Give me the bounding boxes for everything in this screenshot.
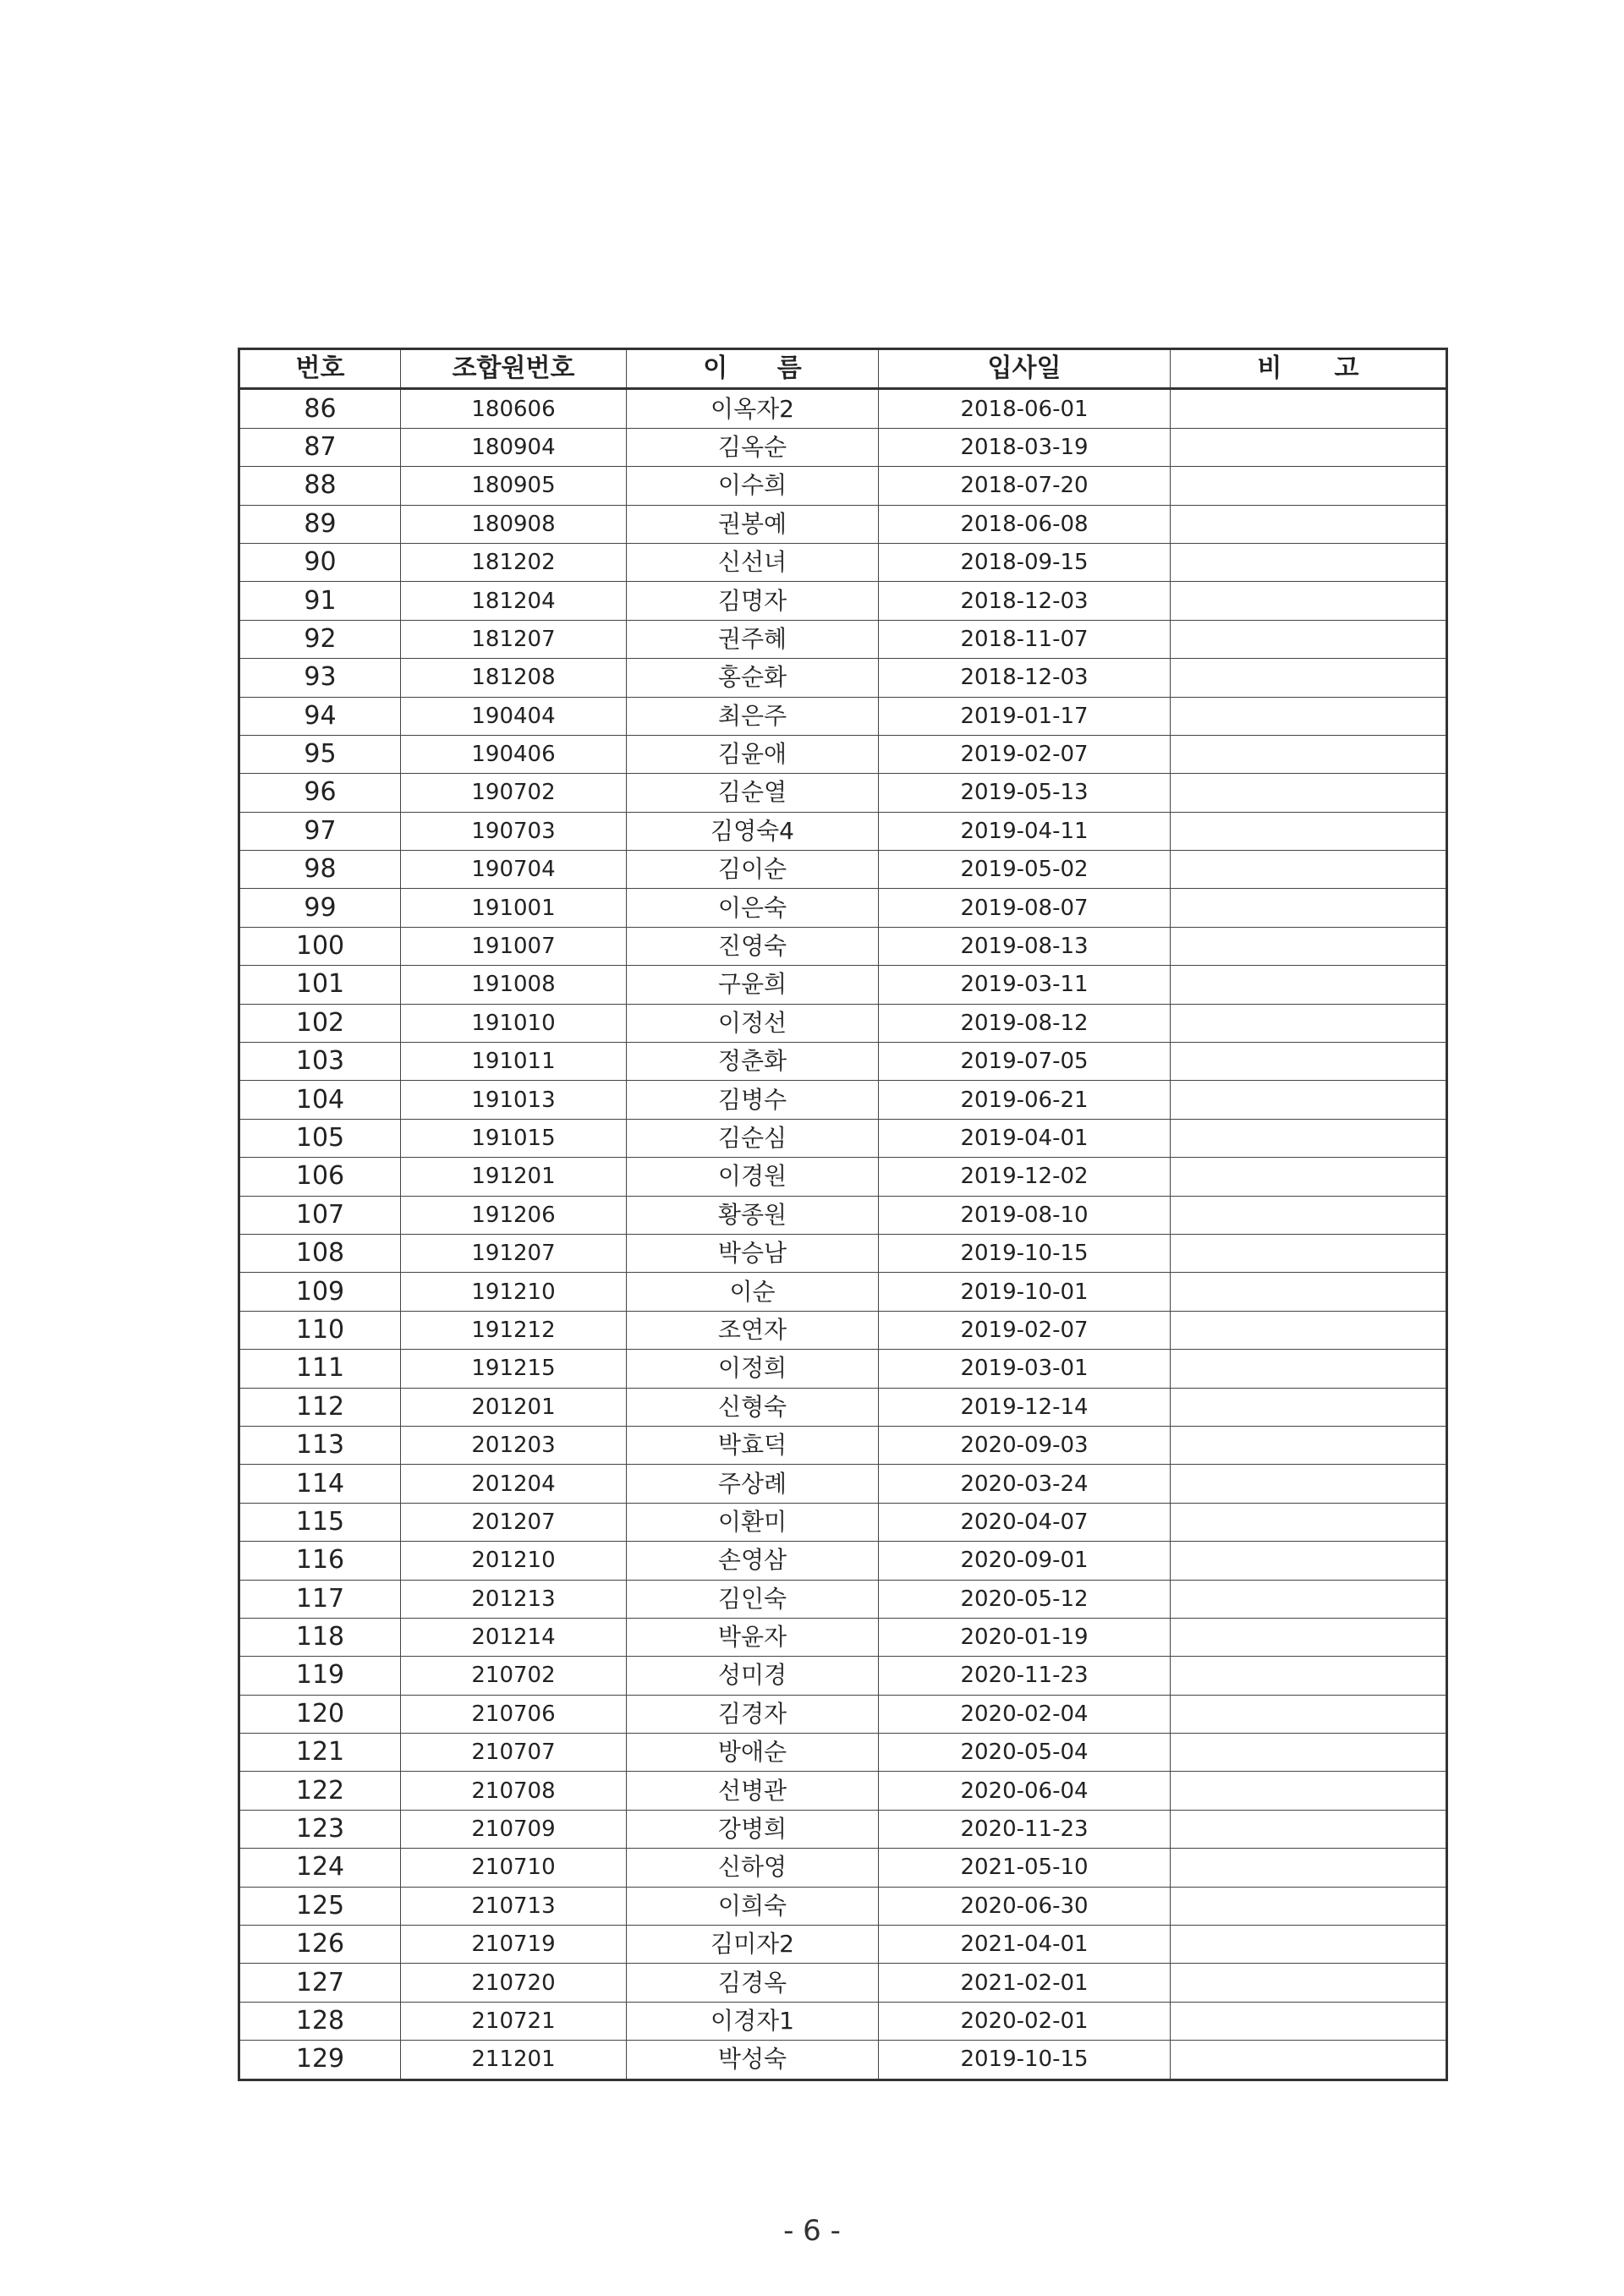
cell-member-id: 180905: [401, 467, 627, 505]
cell-remark: [1171, 2041, 1447, 2080]
cell-member-id: 210709: [401, 1810, 627, 1848]
cell-member-id: 190404: [401, 697, 627, 735]
cell-member-id: 191212: [401, 1311, 627, 1349]
table-row: [239, 2002, 1447, 2040]
cell-name: 권주혜: [627, 620, 879, 658]
cell-member-id: 210710: [401, 1849, 627, 1887]
cell-name: 김순열: [627, 774, 879, 812]
table-row: [239, 1465, 1447, 1503]
cell-name: 김영숙4: [627, 812, 879, 850]
cell-no: 95: [239, 735, 401, 773]
cell-member-id: 181204: [401, 582, 627, 620]
table-row: [239, 1964, 1447, 2002]
cell-no: 112: [239, 1388, 401, 1426]
table-row: [239, 1887, 1447, 1925]
cell-member-id: 190702: [401, 774, 627, 812]
cell-remark: [1171, 467, 1447, 505]
cell-no: 121: [239, 1734, 401, 1772]
cell-name: 김인숙: [627, 1580, 879, 1618]
cell-name: 김병수: [627, 1081, 879, 1119]
cell-remark: [1171, 1580, 1447, 1618]
cell-remark: [1171, 1388, 1447, 1426]
cell-name: 이경원: [627, 1158, 879, 1196]
cell-member-id: 210713: [401, 1887, 627, 1925]
cell-name: 조연자: [627, 1311, 879, 1349]
cell-no: 124: [239, 1849, 401, 1887]
table-row: [239, 1273, 1447, 1311]
cell-hire-date: 2019-03-01: [879, 1350, 1171, 1388]
table-header-row: [239, 349, 1447, 389]
cell-no: 111: [239, 1350, 401, 1388]
table-row: [239, 735, 1447, 773]
header-hire-date: 입사일: [879, 349, 1171, 389]
cell-remark: [1171, 697, 1447, 735]
header-remark-part-2: 고: [1334, 353, 1359, 384]
cell-name: 이환미: [627, 1503, 879, 1541]
cell-member-id: 191206: [401, 1196, 627, 1234]
cell-no: 114: [239, 1465, 401, 1503]
cell-remark: [1171, 1657, 1447, 1695]
cell-name: 최은주: [627, 697, 879, 735]
cell-hire-date: 2020-11-23: [879, 1810, 1171, 1848]
cell-no: 109: [239, 1273, 401, 1311]
cell-no: 99: [239, 889, 401, 927]
cell-hire-date: 2019-10-15: [879, 1234, 1171, 1272]
cell-member-id: 201213: [401, 1580, 627, 1618]
cell-hire-date: 2019-08-10: [879, 1196, 1171, 1234]
cell-name: 주상례: [627, 1465, 879, 1503]
cell-remark: [1171, 620, 1447, 658]
cell-hire-date: 2018-03-19: [879, 428, 1171, 466]
cell-member-id: 181202: [401, 543, 627, 581]
cell-no: 89: [239, 505, 401, 543]
table-row: [239, 1657, 1447, 1695]
cell-no: 90: [239, 543, 401, 581]
cell-remark: [1171, 812, 1447, 850]
cell-name: 박성숙: [627, 2041, 879, 2080]
member-table: [238, 348, 1448, 2081]
cell-hire-date: 2019-04-11: [879, 812, 1171, 850]
table-row: [239, 966, 1447, 1004]
table-row: [239, 467, 1447, 505]
cell-name: 김옥순: [627, 428, 879, 466]
cell-no: 126: [239, 1926, 401, 1964]
cell-member-id: 191207: [401, 1234, 627, 1272]
cell-name: 박윤자: [627, 1618, 879, 1656]
table-row: [239, 620, 1447, 658]
table-row: [239, 1004, 1447, 1042]
cell-remark: [1171, 1542, 1447, 1580]
header-member-id: 조합원번호: [401, 349, 627, 389]
cell-member-id: 191015: [401, 1119, 627, 1157]
cell-member-id: 210707: [401, 1734, 627, 1772]
cell-hire-date: 2019-12-02: [879, 1158, 1171, 1196]
table-row: [239, 2041, 1447, 2080]
cell-remark: [1171, 1234, 1447, 1272]
cell-name: 구윤희: [627, 966, 879, 1004]
cell-remark: [1171, 1004, 1447, 1042]
cell-no: 107: [239, 1196, 401, 1234]
cell-no: 104: [239, 1081, 401, 1119]
cell-member-id: 191008: [401, 966, 627, 1004]
table-row: [239, 582, 1447, 620]
cell-member-id: 201204: [401, 1465, 627, 1503]
cell-hire-date: 2020-06-04: [879, 1772, 1171, 1810]
table-row: [239, 1196, 1447, 1234]
cell-no: 105: [239, 1119, 401, 1157]
cell-hire-date: 2019-08-07: [879, 889, 1171, 927]
cell-member-id: 210706: [401, 1695, 627, 1733]
cell-member-id: 191007: [401, 927, 627, 965]
cell-name: 김순심: [627, 1119, 879, 1157]
cell-remark: [1171, 1810, 1447, 1848]
cell-no: 116: [239, 1542, 401, 1580]
table-row: [239, 1772, 1447, 1810]
cell-hire-date: 2019-07-05: [879, 1043, 1171, 1081]
cell-name: 이경자1: [627, 2002, 879, 2040]
table-row: [239, 812, 1447, 850]
cell-remark: [1171, 1350, 1447, 1388]
cell-remark: [1171, 505, 1447, 543]
cell-member-id: 191010: [401, 1004, 627, 1042]
cell-remark: [1171, 389, 1447, 428]
cell-no: 94: [239, 697, 401, 735]
table-row: [239, 543, 1447, 581]
cell-hire-date: 2020-05-04: [879, 1734, 1171, 1772]
cell-remark: [1171, 1926, 1447, 1964]
cell-hire-date: 2019-12-14: [879, 1388, 1171, 1426]
cell-remark: [1171, 1734, 1447, 1772]
cell-name: 박효덕: [627, 1426, 879, 1464]
cell-member-id: 191011: [401, 1043, 627, 1081]
cell-remark: [1171, 851, 1447, 889]
cell-remark: [1171, 582, 1447, 620]
cell-no: 125: [239, 1887, 401, 1925]
cell-remark: [1171, 1695, 1447, 1733]
cell-remark: [1171, 1081, 1447, 1119]
cell-hire-date: 2019-02-07: [879, 1311, 1171, 1349]
cell-hire-date: 2019-01-17: [879, 697, 1171, 735]
cell-no: 123: [239, 1810, 401, 1848]
table-row: [239, 659, 1447, 697]
cell-name: 신선녀: [627, 543, 879, 581]
cell-name: 김이순: [627, 851, 879, 889]
header-remark: [1171, 349, 1447, 389]
cell-remark: [1171, 1158, 1447, 1196]
cell-remark: [1171, 659, 1447, 697]
cell-hire-date: 2018-11-07: [879, 620, 1171, 658]
table-row: [239, 428, 1447, 466]
cell-remark: [1171, 1772, 1447, 1810]
cell-no: 92: [239, 620, 401, 658]
table-row: [239, 1810, 1447, 1848]
header-name: 이 름: [627, 349, 879, 389]
cell-member-id: 201207: [401, 1503, 627, 1541]
cell-member-id: 181208: [401, 659, 627, 697]
cell-member-id: 210708: [401, 1772, 627, 1810]
cell-name: 김명자: [627, 582, 879, 620]
cell-hire-date: 2018-07-20: [879, 467, 1171, 505]
cell-hire-date: 2020-06-30: [879, 1887, 1171, 1925]
cell-no: 88: [239, 467, 401, 505]
cell-remark: [1171, 1849, 1447, 1887]
cell-remark: [1171, 927, 1447, 965]
cell-hire-date: 2019-05-02: [879, 851, 1171, 889]
table-row: [239, 774, 1447, 812]
table-row: [239, 1158, 1447, 1196]
cell-name: 진영숙: [627, 927, 879, 965]
cell-remark: [1171, 543, 1447, 581]
table-row: [239, 1695, 1447, 1733]
cell-name: 정춘화: [627, 1043, 879, 1081]
cell-member-id: 190704: [401, 851, 627, 889]
table-row: [239, 505, 1447, 543]
table-row: [239, 1311, 1447, 1349]
cell-no: 119: [239, 1657, 401, 1695]
cell-hire-date: 2021-04-01: [879, 1926, 1171, 1964]
cell-hire-date: 2019-10-01: [879, 1273, 1171, 1311]
table-row: [239, 1350, 1447, 1388]
cell-name: 이정희: [627, 1350, 879, 1388]
cell-hire-date: 2019-08-12: [879, 1004, 1171, 1042]
cell-remark: [1171, 2002, 1447, 2040]
cell-no: 128: [239, 2002, 401, 2040]
table-row: [239, 851, 1447, 889]
cell-no: 98: [239, 851, 401, 889]
cell-member-id: 191215: [401, 1350, 627, 1388]
cell-remark: [1171, 1503, 1447, 1541]
cell-member-id: 180606: [401, 389, 627, 428]
cell-name: 황종원: [627, 1196, 879, 1234]
table-row: [239, 1119, 1447, 1157]
cell-remark: [1171, 1273, 1447, 1311]
cell-member-id: 191210: [401, 1273, 627, 1311]
table-row: [239, 1043, 1447, 1081]
table-row: [239, 889, 1447, 927]
cell-remark: [1171, 1426, 1447, 1464]
cell-hire-date: 2020-02-01: [879, 2002, 1171, 2040]
cell-member-id: 201214: [401, 1618, 627, 1656]
table-body: [239, 389, 1447, 2080]
cell-member-id: 211201: [401, 2041, 627, 2080]
cell-member-id: 191201: [401, 1158, 627, 1196]
cell-hire-date: 2019-04-01: [879, 1119, 1171, 1157]
cell-hire-date: 2020-01-19: [879, 1618, 1171, 1656]
cell-remark: [1171, 428, 1447, 466]
cell-hire-date: 2019-06-21: [879, 1081, 1171, 1119]
cell-name: 김경옥: [627, 1964, 879, 2002]
cell-name: 이수희: [627, 467, 879, 505]
cell-remark: [1171, 1618, 1447, 1656]
table-row: [239, 927, 1447, 965]
cell-name: 김윤애: [627, 735, 879, 773]
cell-remark: [1171, 1964, 1447, 2002]
cell-no: 117: [239, 1580, 401, 1618]
cell-no: 91: [239, 582, 401, 620]
cell-name: 방애순: [627, 1734, 879, 1772]
cell-member-id: 201203: [401, 1426, 627, 1464]
cell-remark: [1171, 735, 1447, 773]
cell-hire-date: 2020-02-04: [879, 1695, 1171, 1733]
cell-remark: [1171, 1119, 1447, 1157]
cell-no: 97: [239, 812, 401, 850]
table-row: [239, 1926, 1447, 1964]
cell-no: 113: [239, 1426, 401, 1464]
cell-no: 93: [239, 659, 401, 697]
cell-no: 120: [239, 1695, 401, 1733]
cell-member-id: 210721: [401, 2002, 627, 2040]
cell-name: 이희숙: [627, 1887, 879, 1925]
cell-hire-date: 2021-02-01: [879, 1964, 1171, 2002]
cell-remark: [1171, 1465, 1447, 1503]
cell-member-id: 191001: [401, 889, 627, 927]
cell-no: 110: [239, 1311, 401, 1349]
table-row: [239, 697, 1447, 735]
cell-name: 선병관: [627, 1772, 879, 1810]
table-row: [239, 1388, 1447, 1426]
cell-no: 100: [239, 927, 401, 965]
cell-no: 102: [239, 1004, 401, 1042]
cell-name: 김경자: [627, 1695, 879, 1733]
table-row: [239, 1542, 1447, 1580]
cell-hire-date: 2018-06-01: [879, 389, 1171, 428]
cell-hire-date: 2020-09-01: [879, 1542, 1171, 1580]
cell-no: 103: [239, 1043, 401, 1081]
cell-member-id: 190406: [401, 735, 627, 773]
cell-no: 87: [239, 428, 401, 466]
cell-hire-date: 2019-05-13: [879, 774, 1171, 812]
cell-name: 강병희: [627, 1810, 879, 1848]
cell-name: 이옥자2: [627, 389, 879, 428]
cell-hire-date: 2020-04-07: [879, 1503, 1171, 1541]
cell-no: 129: [239, 2041, 401, 2080]
cell-name: 이은숙: [627, 889, 879, 927]
cell-name: 신하영: [627, 1849, 879, 1887]
cell-hire-date: 2018-09-15: [879, 543, 1171, 581]
cell-no: 127: [239, 1964, 401, 2002]
cell-remark: [1171, 774, 1447, 812]
cell-hire-date: 2019-02-07: [879, 735, 1171, 773]
cell-no: 118: [239, 1618, 401, 1656]
cell-hire-date: 2020-05-12: [879, 1580, 1171, 1618]
cell-name: 이정선: [627, 1004, 879, 1042]
cell-member-id: 180904: [401, 428, 627, 466]
cell-hire-date: 2018-12-03: [879, 659, 1171, 697]
cell-name: 성미경: [627, 1657, 879, 1695]
cell-member-id: 180908: [401, 505, 627, 543]
cell-no: 101: [239, 966, 401, 1004]
table-row: [239, 1503, 1447, 1541]
cell-name: 박승남: [627, 1234, 879, 1272]
table-row: [239, 1081, 1447, 1119]
cell-hire-date: 2020-03-24: [879, 1465, 1171, 1503]
table-row: [239, 1849, 1447, 1887]
table-row: [239, 1234, 1447, 1272]
cell-no: 122: [239, 1772, 401, 1810]
cell-remark: [1171, 966, 1447, 1004]
cell-no: 115: [239, 1503, 401, 1541]
table-row: [239, 1618, 1447, 1656]
cell-hire-date: 2019-08-13: [879, 927, 1171, 965]
cell-remark: [1171, 1043, 1447, 1081]
cell-name: 손영삼: [627, 1542, 879, 1580]
cell-name: 김미자2: [627, 1926, 879, 1964]
page-number: - 6 -: [783, 2214, 841, 2248]
table-row: [239, 1734, 1447, 1772]
table-row: [239, 1426, 1447, 1464]
cell-member-id: 201210: [401, 1542, 627, 1580]
cell-remark: [1171, 1887, 1447, 1925]
cell-no: 106: [239, 1158, 401, 1196]
cell-member-id: 190703: [401, 812, 627, 850]
header-no: 번호: [239, 349, 401, 389]
cell-hire-date: 2019-10-15: [879, 2041, 1171, 2080]
cell-hire-date: 2020-09-03: [879, 1426, 1171, 1464]
cell-remark: [1171, 1196, 1447, 1234]
header-remark-part-1: 비: [1257, 353, 1282, 384]
table-row: [239, 389, 1447, 428]
cell-hire-date: 2018-06-08: [879, 505, 1171, 543]
cell-member-id: 201201: [401, 1388, 627, 1426]
cell-hire-date: 2020-11-23: [879, 1657, 1171, 1695]
table-row: [239, 1580, 1447, 1618]
cell-hire-date: 2021-05-10: [879, 1849, 1171, 1887]
cell-member-id: 181207: [401, 620, 627, 658]
cell-member-id: 210720: [401, 1964, 627, 2002]
cell-hire-date: 2018-12-03: [879, 582, 1171, 620]
cell-name: 이순: [627, 1273, 879, 1311]
cell-member-id: 210702: [401, 1657, 627, 1695]
cell-hire-date: 2019-03-11: [879, 966, 1171, 1004]
cell-name: 권봉예: [627, 505, 879, 543]
cell-name: 홍순화: [627, 659, 879, 697]
cell-no: 86: [239, 389, 401, 428]
cell-no: 96: [239, 774, 401, 812]
cell-remark: [1171, 889, 1447, 927]
cell-member-id: 191013: [401, 1081, 627, 1119]
cell-remark: [1171, 1311, 1447, 1349]
cell-no: 108: [239, 1234, 401, 1272]
cell-member-id: 210719: [401, 1926, 627, 1964]
cell-name: 신형숙: [627, 1388, 879, 1426]
